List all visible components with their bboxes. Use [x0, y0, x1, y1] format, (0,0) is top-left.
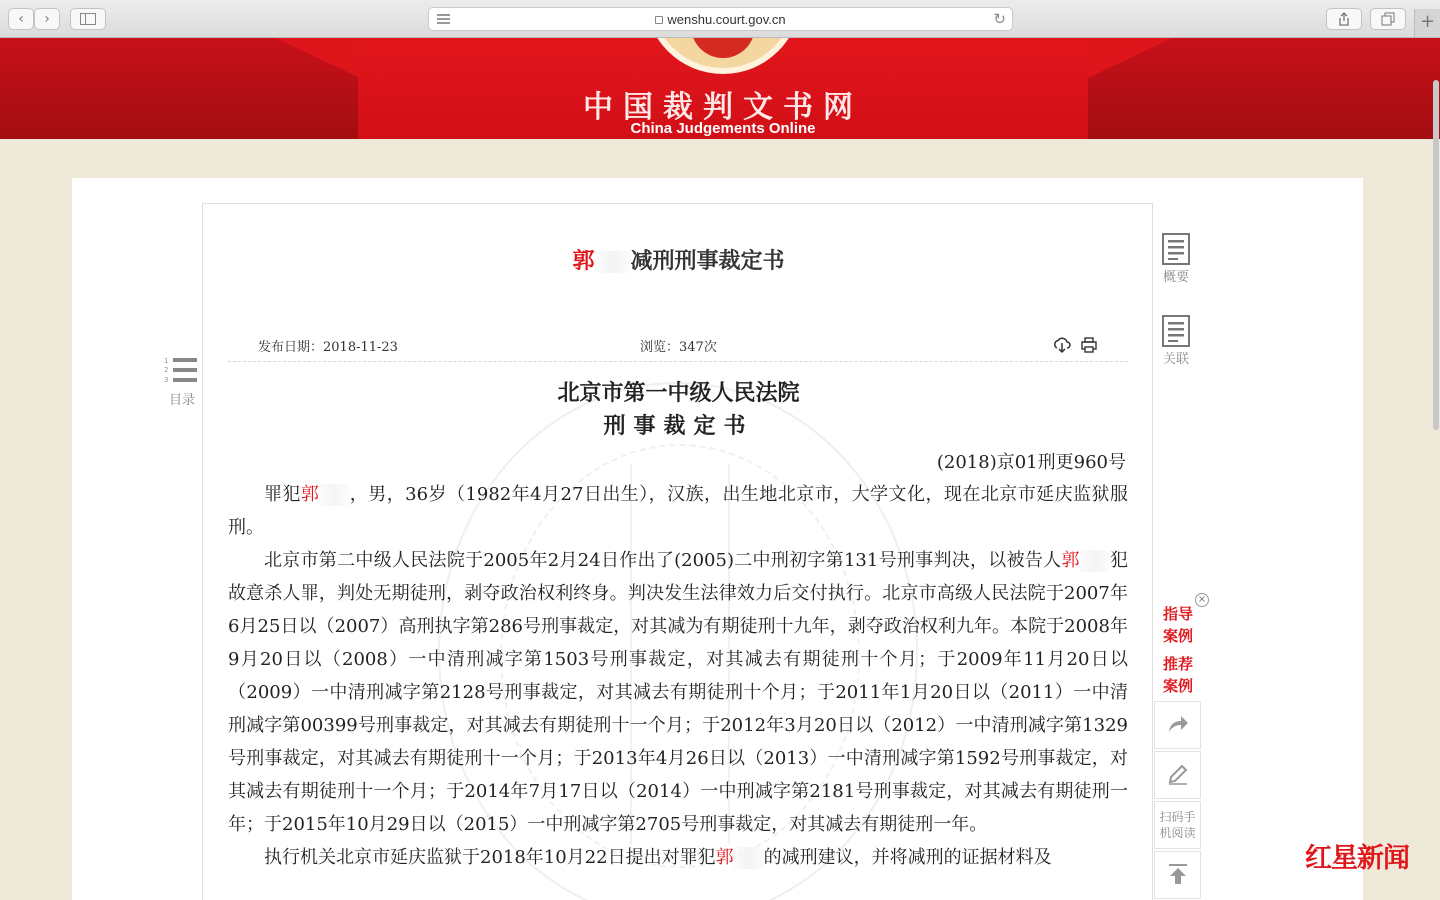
tabs-icon: [1381, 12, 1395, 26]
page-scrollbar[interactable]: [1433, 80, 1439, 430]
related-button[interactable]: [1156, 314, 1196, 367]
court-name: 北京市第一中级人民法院: [557, 381, 800, 406]
share-icon: [1337, 12, 1351, 26]
publish-date: 发布日期：2018-11-23: [258, 340, 398, 355]
guiding-cases-link[interactable]: 指导 案例: [1162, 605, 1193, 645]
print-icon[interactable]: [1080, 336, 1098, 354]
svg-text:2: 2: [164, 366, 169, 374]
back-to-top-icon: [1166, 862, 1190, 886]
redacted-name: [595, 251, 631, 273]
forward-button[interactable]: ›: [34, 8, 60, 30]
share-tool-button[interactable]: [1154, 701, 1201, 749]
site-subtitle: China Judgements Online: [630, 120, 816, 137]
redacted-name: [1080, 550, 1110, 572]
ribbon-left: [276, 38, 360, 78]
paragraph: 执行机关北京市延庆监狱于2018年10月22日提出对罪犯郭 的减刑建议，并将减刑的证据材料及: [264, 847, 1052, 868]
svg-text:1: 1: [164, 357, 169, 365]
red-star-news-logo: 红星新闻: [1305, 843, 1409, 874]
numbered-list-icon: [163, 355, 199, 385]
judgement-document: [202, 203, 1153, 900]
share-button[interactable]: [1326, 8, 1362, 30]
document-meta: [228, 336, 1128, 362]
svg-text:3: 3: [164, 376, 169, 384]
reload-icon[interactable]: ↻: [993, 10, 1006, 28]
table-of-contents-button[interactable]: [163, 355, 203, 410]
party-name-highlight: 郭: [1061, 550, 1080, 571]
redacted-name: [734, 847, 764, 869]
document-body: [228, 478, 1128, 874]
summary-label: 概要: [1162, 270, 1189, 285]
redacted-name: [319, 484, 349, 506]
toc-label: 目录: [169, 393, 196, 408]
site-title: 中国裁判文书网: [583, 90, 863, 125]
recommended-cases-link[interactable]: 推荐 案例: [1162, 655, 1193, 695]
related-label: 关联: [1162, 352, 1189, 367]
case-number: (2018)京01刑更960号: [936, 452, 1126, 473]
document-list-icon: [1161, 232, 1191, 266]
sidebar-toggle-button[interactable]: [70, 8, 106, 30]
paragraph: 罪犯郭 ，男，36岁（1982年4月27日出生），汉族，出生地北京市，大学文化，现在北京市延庆监狱服刑。: [228, 484, 1128, 538]
title-suffix: 减刑刑事裁定书: [630, 249, 785, 274]
ribbon-right: [1088, 38, 1172, 78]
back-to-top-button[interactable]: [1154, 851, 1201, 899]
site-header: [0, 38, 1440, 139]
summary-button[interactable]: [1156, 232, 1196, 285]
party-name-highlight: 郭: [300, 484, 320, 505]
address-bar[interactable]: [428, 7, 1013, 31]
back-button[interactable]: ‹: [8, 8, 34, 30]
close-icon[interactable]: ×: [1195, 593, 1209, 607]
forward-arrow-icon: [1166, 712, 1190, 736]
pencil-icon: [1166, 762, 1190, 786]
new-tab-button[interactable]: +: [1414, 9, 1440, 37]
document-type: 刑事裁定书: [603, 414, 754, 439]
browser-toolbar: [0, 0, 1440, 38]
document-list-icon: [1161, 314, 1191, 348]
document-title: [203, 244, 1153, 275]
download-icon[interactable]: [1053, 336, 1071, 354]
sidebar-icon: [80, 13, 96, 25]
tabs-overview-button[interactable]: [1370, 8, 1406, 30]
paragraph: 北京市第二中级人民法院于2005年2月24日作出了(2005)二中刑初字第131号刑事判决，以被告人郭 犯故意杀人罪，判处无期徒刑，剥夺政治权利终身。判决发生法律效力后交付执行。北京市高级人民法院于2007年6月25日以（2007）高刑执字第286号刑事裁定，对其减为有期徒刑十九年，剥夺政治权利九年。本院于2008年9月20日以（2008）一中清刑减字第1503号刑事裁定，对其减去有期徒刑十个月；于2009年11月20日以（2009）一中清刑减字第2128号刑事裁定，对其减去有期徒刑十个月；于2011年1月20日以（2011）一中清刑减字第00399号刑事裁定，对其减去有期徒刑十一个月；于2012年3月20日以（2012）一中清刑减字第1329号刑事裁定，对其减去有期徒刑十一个月；于2013年4月26日以（2013）一中清刑减字第1592号刑事裁定，对其减去有期徒刑十一个月；于2014年7月17日以（2014）一中刑减字第2181号刑事裁定，对其减去有期徒刑一年；于2015年10月29日以（2015）一中刑减字第2705号刑事裁定，对其减去有期徒刑一年。: [228, 550, 1129, 835]
note-tool-button[interactable]: [1154, 751, 1201, 799]
view-count: 浏览：347次: [640, 340, 717, 355]
party-name-highlight: 郭: [715, 847, 734, 868]
qr-read-button[interactable]: 扫码手 机阅读: [1154, 801, 1201, 849]
url-text: wenshu.court.gov.cn: [667, 12, 786, 27]
party-name-highlight: 郭: [572, 249, 595, 274]
lock-icon: [655, 16, 663, 24]
